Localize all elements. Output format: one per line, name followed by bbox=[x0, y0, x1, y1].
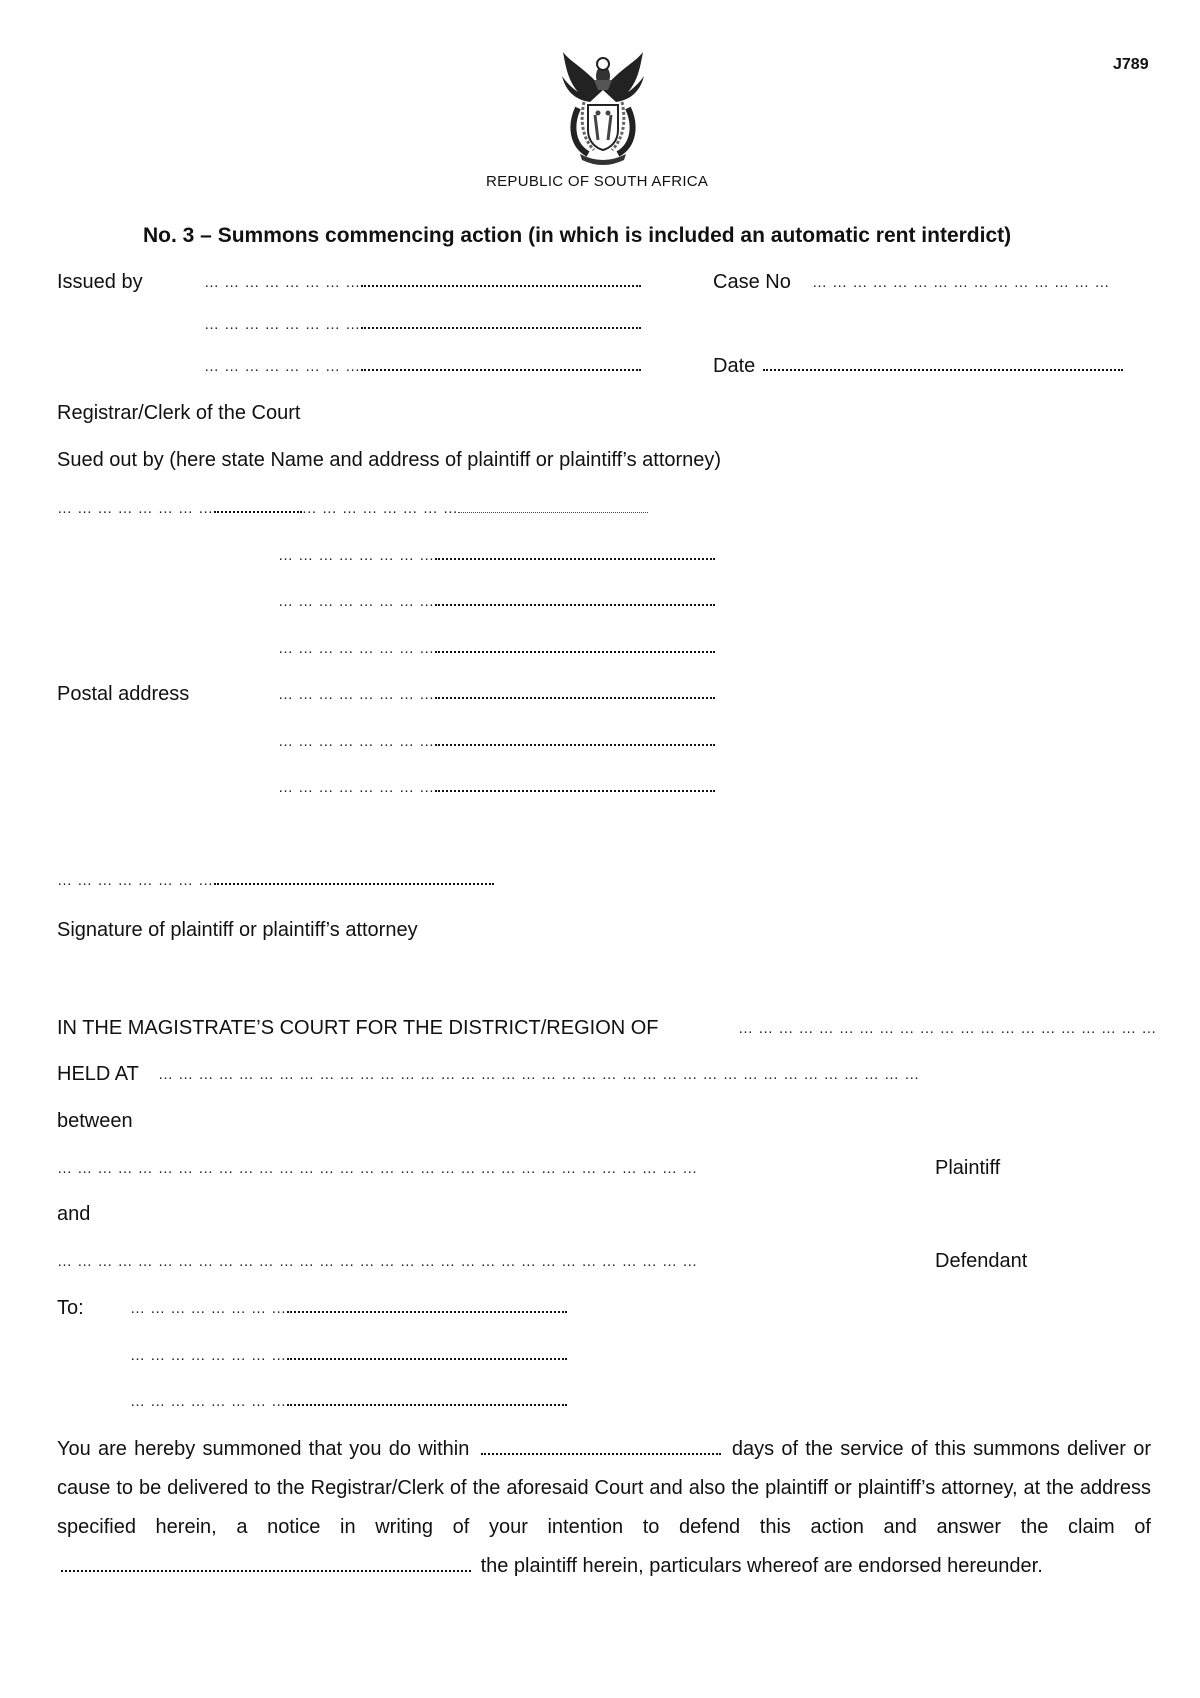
issued-by-field-3[interactable]: … … … … … … … … bbox=[204, 358, 641, 376]
issued-by-label: Issued by bbox=[57, 271, 143, 293]
form-code: J789 bbox=[1113, 56, 1149, 73]
date-label: Date bbox=[713, 355, 756, 377]
paragraph-part-1: You are hereby summoned that you do within bbox=[57, 1438, 470, 1460]
case-no-label: Case No bbox=[713, 271, 791, 293]
to-field-1[interactable]: … … … … … … … … bbox=[130, 1300, 567, 1318]
plaintiff-field[interactable]: … … … … … … … … … … … … … … … … … … … … … … … … … … … … … … … … bbox=[57, 1160, 698, 1177]
address-field-1[interactable]: … … … … … … … … bbox=[278, 547, 715, 565]
defendant-field[interactable]: … … … … … … … … … … … … … … … … … … … … … … … … … … … … … … … … bbox=[57, 1253, 698, 1270]
to-label: To: bbox=[57, 1297, 84, 1319]
address-field-3[interactable]: … … … … … … … … bbox=[278, 640, 715, 658]
court-district-field[interactable]: … … … … … … … … … … … … … … … … … … … … … bbox=[738, 1020, 1157, 1037]
page-title: No. 3 – Summons commencing action (in which is included an automatic rent interdict) bbox=[143, 224, 1012, 247]
postal-address-field-1[interactable]: … … … … … … … … bbox=[278, 686, 715, 704]
held-at-field[interactable]: … … … … … … … … … … … … … … … … … … … … … … … … … … … … … … … … … … … … … … bbox=[158, 1066, 920, 1083]
court-district-label: IN THE MAGISTRATE’S COURT FOR THE DISTRICT/REGION OF bbox=[57, 1017, 659, 1039]
defendant-label: Defendant bbox=[935, 1250, 1028, 1272]
between-label: between bbox=[57, 1110, 133, 1132]
claim-amount-field[interactable] bbox=[61, 1570, 471, 1572]
address-field-2[interactable]: … … … … … … … … bbox=[278, 593, 715, 611]
paragraph-part-2: days of the service of this summons deliver or cause to be delivered to the Registrar/Clerk of the aforesaid Court and also the plaintiff or plaintiff’s attorney, at the address specified herein, a notice in writing of your intention to defend this action and answer the claim of bbox=[57, 1438, 1151, 1538]
plaintiff-label: Plaintiff bbox=[935, 1157, 1001, 1179]
case-no-field[interactable]: … … … … … … … … … … … … … … … bbox=[812, 274, 1110, 291]
postal-address-label: Postal address bbox=[57, 683, 190, 705]
and-label: and bbox=[57, 1203, 91, 1225]
signature-label: Signature of plaintiff or plaintiff’s attorney bbox=[57, 919, 418, 941]
postal-address-field-2[interactable]: … … … … … … … … bbox=[278, 733, 715, 751]
to-field-2[interactable]: … … … … … … … … bbox=[130, 1347, 567, 1365]
date-field[interactable] bbox=[763, 358, 1123, 376]
to-field-3[interactable]: … … … … … … … … bbox=[130, 1393, 567, 1411]
issued-by-field-1[interactable]: … … … … … … … … bbox=[204, 274, 641, 292]
signature-field[interactable]: … … … … … … … … bbox=[57, 872, 494, 890]
days-field[interactable] bbox=[481, 1453, 721, 1455]
emblem-caption: REPUBLIC OF SOUTH AFRICA bbox=[486, 173, 709, 190]
coat-of-arms-icon bbox=[558, 50, 648, 165]
sued-out-by-label: Sued out by (here state Name and address of plaintiff or plaintiff’s attorney) bbox=[57, 449, 722, 471]
summons-paragraph bbox=[57, 1430, 1151, 1586]
issued-by-field-2[interactable]: … … … … … … … … bbox=[204, 316, 641, 334]
paragraph-part-3: the plaintiff herein, particulars whereof are endorsed hereunder. bbox=[480, 1555, 1043, 1577]
postal-address-field-3[interactable]: … … … … … … … … bbox=[278, 779, 715, 797]
plaintiff-name-field[interactable]: … … … … … … … … … … … … … … … … bbox=[57, 500, 648, 518]
held-at-label: HELD AT bbox=[57, 1063, 139, 1085]
registrar-label: Registrar/Clerk of the Court bbox=[57, 402, 301, 424]
